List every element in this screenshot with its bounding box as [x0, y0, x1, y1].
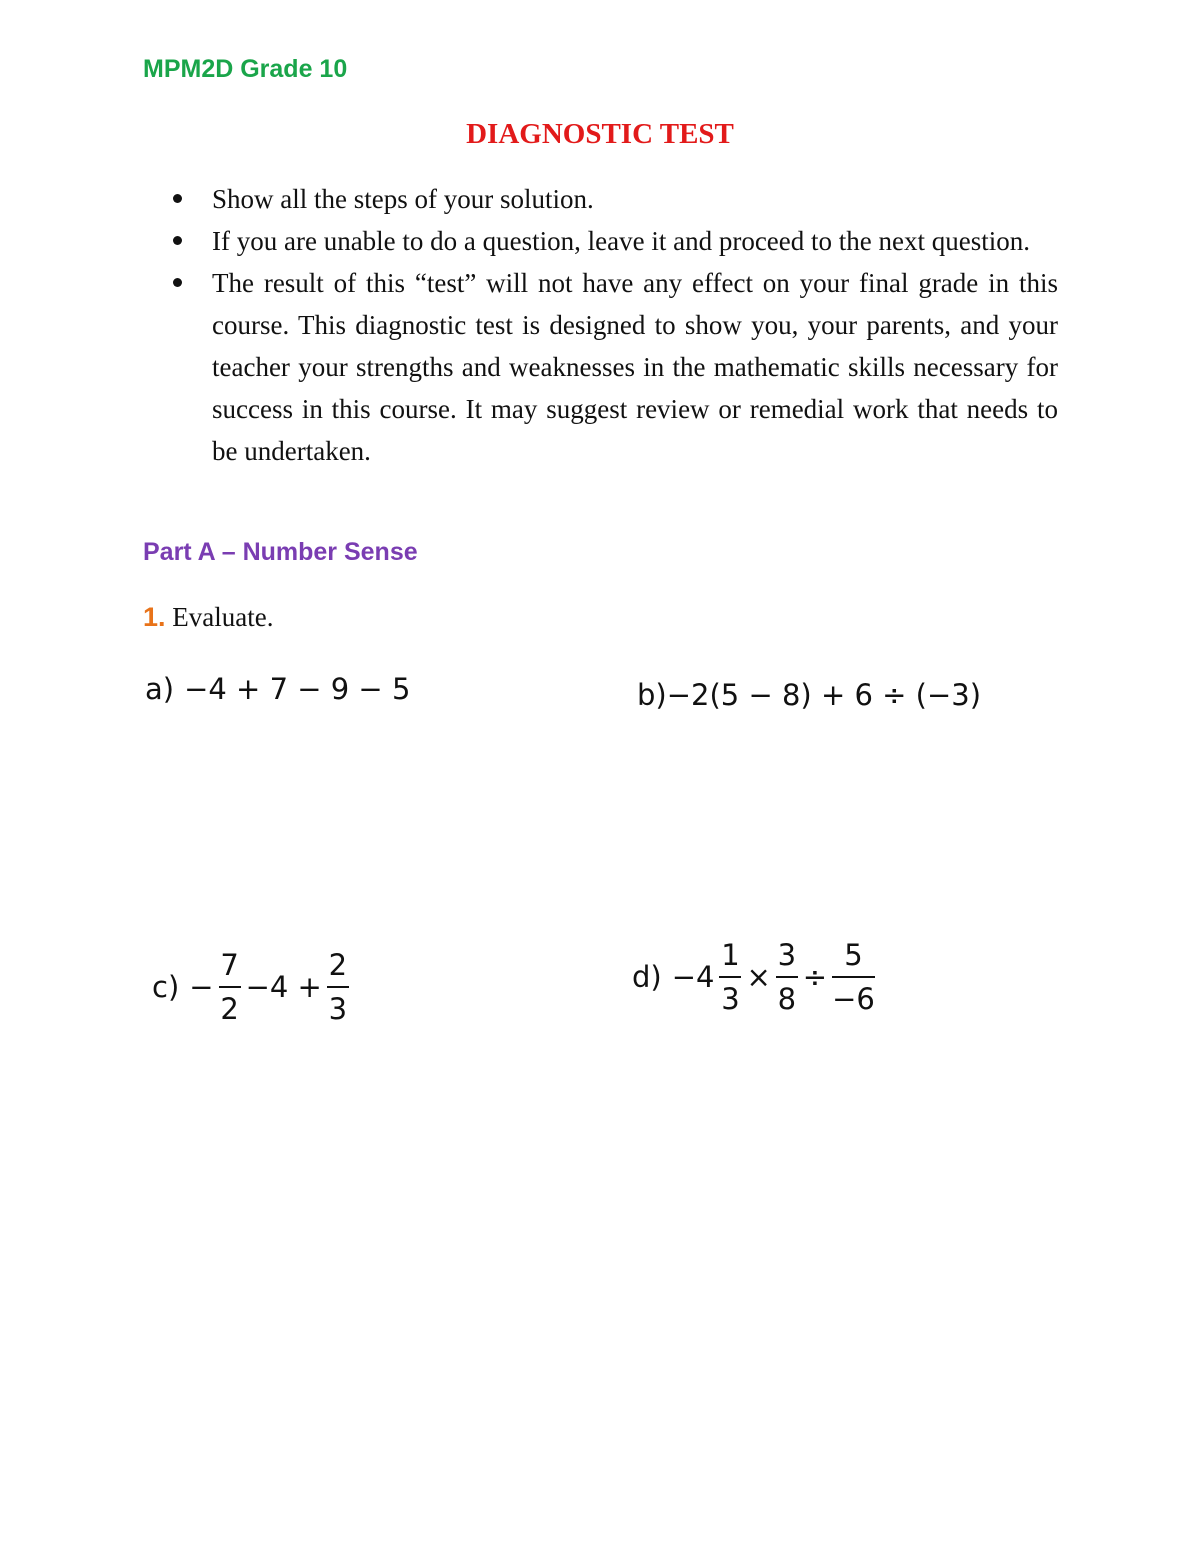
divide-operator: ÷: [802, 960, 828, 994]
fraction-7-2: [219, 950, 241, 1024]
bullet-icon: [173, 194, 182, 203]
fraction-denominator: 3: [721, 982, 740, 1016]
fraction-3-8: [776, 940, 798, 1014]
section-title: Part A – Number Sense: [143, 538, 418, 566]
fraction-2-3: [327, 950, 349, 1024]
question-prompt: Evaluate.: [172, 602, 274, 632]
page-title: DIAGNOSTIC TEST: [466, 118, 734, 150]
problem-c-lead: −: [189, 970, 214, 1004]
fraction-1-3: [719, 940, 741, 1014]
fraction-denominator: 3: [328, 992, 348, 1026]
instruction-item: [168, 178, 1058, 220]
bullet-icon: [173, 236, 182, 245]
problem-c-label: c): [152, 970, 180, 1004]
fraction-denominator: 8: [777, 982, 797, 1016]
bullet-icon: [173, 278, 182, 287]
problem-d-whole: −4: [671, 960, 715, 994]
fraction-numerator: 2: [328, 948, 348, 982]
fraction-bar: [327, 986, 349, 988]
instruction-text: The result of this “test” will not have any effect on your final grade in this course. This diagnostic test is designed to show you, your parents, and your teacher your strengths and weaknesses in the mathematic skills necessary for success in this course. It may suggest review or remedial work that needs to be undertaken.: [212, 268, 1058, 466]
fraction-bar: [719, 976, 741, 978]
problem-b-expression: −2(5 − 8) + 6 ÷ (−3): [666, 678, 982, 712]
fraction-bar: [219, 986, 241, 988]
instructions-list: [168, 178, 1058, 472]
question-number: 1.: [143, 602, 166, 632]
problem-d-label: d): [632, 960, 662, 994]
course-header: MPM2D Grade 10: [143, 55, 348, 83]
fraction-numerator: 7: [220, 948, 239, 982]
fraction-numerator: 5: [844, 938, 863, 972]
problem-a-label: a): [145, 672, 175, 706]
instruction-text: If you are unable to do a question, leave it and proceed to the next question.: [212, 226, 1030, 256]
problem-b-label: b): [637, 678, 667, 712]
problem-c: [152, 950, 354, 1024]
question-1: [143, 602, 273, 633]
fraction-5-neg6: [832, 940, 875, 1014]
problem-d: [632, 940, 880, 1014]
multiply-operator: ×: [746, 960, 771, 994]
fraction-denominator: 2: [220, 992, 239, 1026]
fraction-numerator: 3: [777, 938, 797, 972]
problem-c-middle: −4 +: [245, 970, 322, 1004]
fraction-denominator: −6: [832, 982, 875, 1016]
instruction-item: [168, 220, 1058, 262]
problem-a-expression: −4 + 7 − 9 − 5: [184, 672, 411, 706]
instruction-text: Show all the steps of your solution.: [212, 184, 594, 214]
problem-b: [637, 678, 981, 712]
fraction-bar: [832, 976, 875, 978]
instruction-item: [168, 262, 1058, 472]
problem-a: [145, 672, 410, 706]
fraction-numerator: 1: [721, 938, 740, 972]
fraction-bar: [776, 976, 798, 978]
